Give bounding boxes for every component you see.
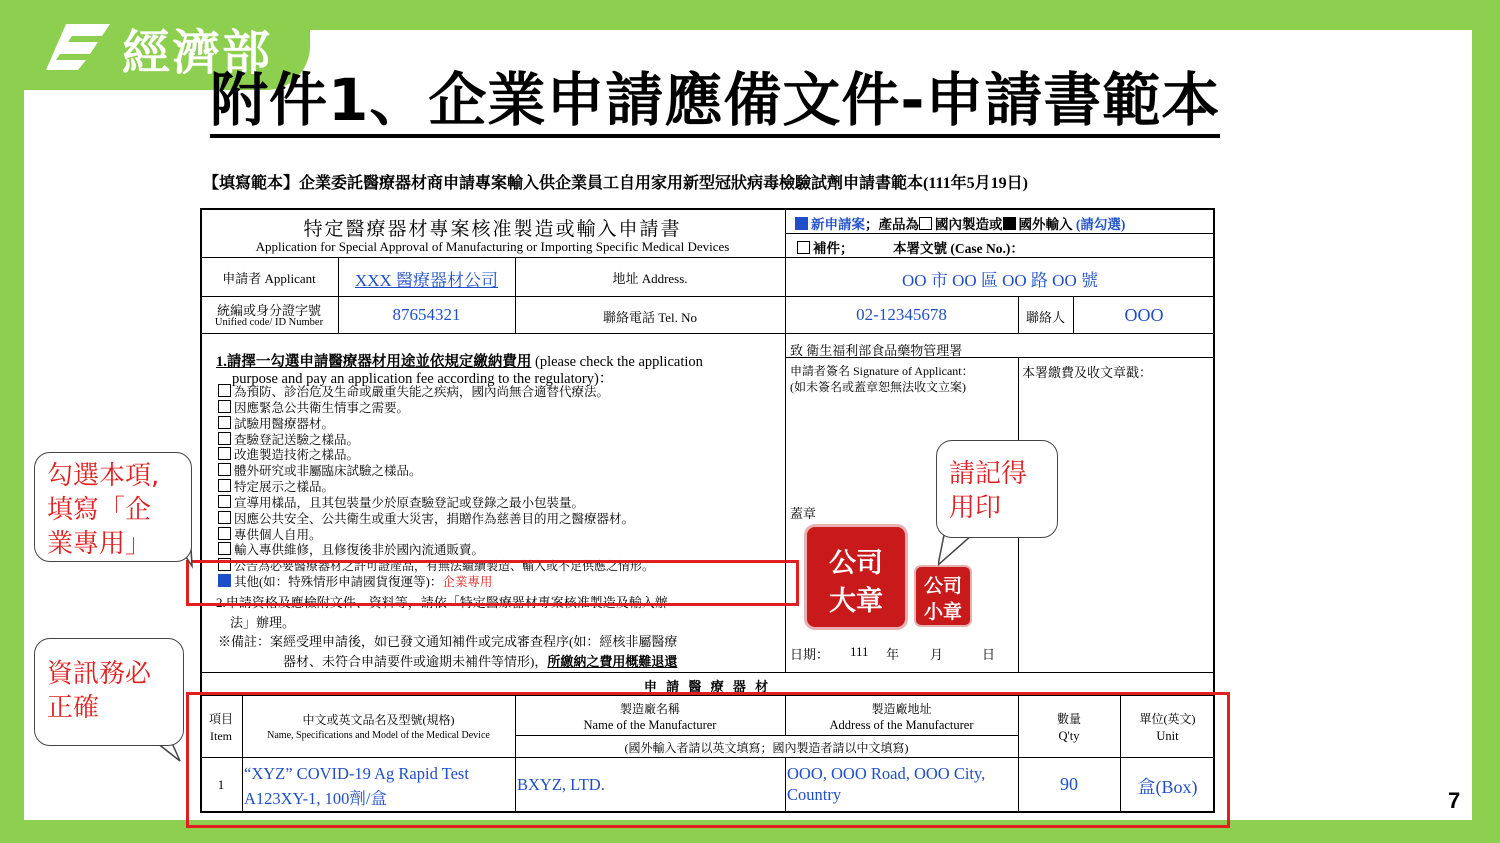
supplement-label: 補件； [813,241,854,256]
case-no-label: 本署文號 (Case No.)： [893,241,1024,256]
domestic-label: 國內製造或 [935,217,1003,232]
mfr-name-header-en: Name of the Manufacturer [583,718,717,732]
date-day-unit: 日 [982,647,996,662]
personal-seal-text: 公司 [923,575,962,597]
note-line1: ※備註：案經受理申請後，如已發文通知補件或完成審查程序(如：經核非屬醫療 [218,634,678,649]
foreign-checkbox[interactable] [1003,217,1016,230]
purpose-checkbox[interactable] [218,463,231,476]
callout-line: 填寫「企 [47,495,152,525]
purpose-option[interactable]: 輸入專供維修，且修復後非於國內流通販賣。 [218,542,484,558]
date-year-unit: 年 [886,647,900,662]
purpose-option[interactable]: 公告為必要醫療器材之許可證產品，有無法繼續製造、輸入或不足供應之情形。 [218,558,654,574]
purpose-option[interactable]: 為預防、診治危及生命或嚴重失能之疾病，國內尚無合適替代療法。 [218,384,609,400]
tel-value[interactable]: 02-12345678 [856,305,947,324]
name-header-en: Name, Specifications and Model of the Medical Device [267,730,490,741]
supplement-row [797,237,854,257]
domestic-checkbox[interactable] [919,217,932,230]
date-label: 日期： [790,647,830,662]
row-name-line2[interactable]: A123XY-1, 100劑/盒 [244,789,387,808]
unit-header-zh: 單位(英文) [1139,712,1196,726]
form-title-en: Application for Special Approval of Manufacturing or Importing Specific Medical Devices [255,239,730,254]
sign-note: (如未簽名或蓋章恕無法收文立案) [790,380,966,394]
devices-section-title: 申 請 醫 療 器 材 [643,679,772,694]
fee-stamp-label: 本署繳費及收文章戳： [1022,365,1153,380]
section2-line2: 法」辦理。 [230,615,296,630]
row-unit[interactable]: 盒(Box) [1137,777,1198,797]
row-name-line1[interactable]: “XYZ” COVID-19 Ag Rapid Test [244,764,469,783]
date-year[interactable]: 111 [850,644,869,659]
contact-label: 聯絡人 [1025,310,1065,325]
purpose-checkbox[interactable] [218,511,231,524]
callout-line: 勾選本項, [47,461,160,491]
device-info-highlight [186,692,1230,828]
purpose-option[interactable]: 試驗用醫療器材。 [218,416,334,432]
to-label: 致 衛生福利部食品藥物管理署 [790,343,963,358]
other-option-highlight [186,560,799,606]
brand-name: 經濟部 [122,25,273,81]
address-label: 地址 Address. [612,271,688,286]
purpose-checkbox[interactable] [218,400,231,413]
company-seal-text: 大章 [829,586,883,617]
note-line2: 器材、未符合申請要件或逾期未補件等情形)，所繳納之費用概難退還 [283,654,678,669]
callout-line: 業專用」 [47,529,152,559]
qty-header-en: Q'ty [1058,729,1080,743]
moea-logo-icon [44,22,114,72]
row-manufacturer[interactable]: BXYZ, LTD. [517,775,605,794]
row-address-line1[interactable]: OOO, OOO Road, OOO City, [787,764,986,783]
row-address-line2[interactable]: Country [787,785,842,804]
callout-other-option [34,452,192,562]
purpose-checkbox[interactable] [218,479,231,492]
seal-label: 蓋章 [790,506,817,521]
supplement-checkbox[interactable] [797,241,810,254]
slide-title: 附件1、企業申請應備文件-申請書範本 [210,66,1220,138]
purpose-checkbox[interactable] [218,447,231,460]
id-label-en: Unified code/ ID Number [214,317,324,328]
application-type-row [795,213,1125,233]
purpose-option[interactable]: 專供個人自用。 [218,527,322,543]
purpose-checkbox[interactable] [218,542,231,555]
row-item[interactable]: 1 [217,777,225,792]
other-option-label: 其他(如：特殊情形申請國貨復運等)： [234,575,443,589]
page-number: 7 [1448,788,1461,813]
mfr-name-header-zh: 製造廠名稱 [619,702,680,716]
other-option-value[interactable]: 企業專用 [442,575,493,589]
callout-tail [938,535,978,569]
sign-label: 申請者簽名 Signature of Applicant： [790,364,974,378]
form-title-zh: 特定醫療器材專案核准製造或輸入申請書 [303,219,682,240]
applicant-value[interactable]: XXX 醫療器材公司 [354,271,499,290]
check-note: (請勾選) [1075,217,1126,232]
mfr-addr-header-zh: 製造廠地址 [871,702,932,716]
foreign-label: 國外輸入 [1018,217,1073,232]
product-label: ；產品為 [865,217,919,232]
purpose-checkbox[interactable] [218,384,231,397]
contact-value[interactable]: OOO [1124,305,1164,325]
callout-seal [936,440,1058,538]
callout-line: 資訊務必 [47,659,152,689]
section2-line1: 2.申請資格及應檢附文件、資料等，請依「特定醫療器材專案核准製造及輸入辦 [216,595,668,610]
id-value[interactable]: 87654321 [392,305,461,324]
callout-info [34,638,184,746]
callout-line: 請記得 [949,459,1028,489]
address-value[interactable]: OO 市 OO 區 OO 路 OO 號 [902,271,1098,290]
unit-header-en: Unit [1156,729,1179,743]
new-application-label: 新申請案 [811,217,865,232]
purpose-option[interactable]: 體外研究或非屬臨床試驗之樣品。 [218,463,422,479]
mfr-note: (國外輸入者請以英文填寫；國內製造者請以中文填寫) [624,741,909,755]
section1-title: 1.請擇一勾選申請醫療器材用途並依規定繳納費用 [216,354,532,370]
qty-header-zh: 數量 [1056,712,1081,726]
mfr-addr-header-en: Address of the Manufacturer [829,718,974,732]
personal-seal-text: 小章 [923,601,962,623]
callout-line: 用印 [949,493,1002,523]
purpose-option[interactable]: 因應緊急公共衛生情事之需要。 [218,400,409,416]
purpose-option[interactable]: 特定展示之樣品。 [218,479,334,495]
note-line2-bold: 所繳納之費用概難退還 [547,654,678,669]
company-seal [807,527,905,627]
purpose-option[interactable]: 宣導用樣品，且其包裝量少於原查驗登記或登錄之最小包裝量。 [218,495,584,511]
purpose-checkbox[interactable] [218,432,231,445]
purpose-option[interactable]: 因應公共安全、公共衛生或重大災害，捐贈作為慈善目的用之醫療器材。 [218,511,634,527]
tel-label: 聯絡電話 Tel. No [602,310,698,325]
section1-en: (please check the application [535,354,703,370]
purpose-checkbox[interactable] [218,527,231,540]
item-header-zh: 項目 [208,712,233,726]
id-label-zh: 統編或身分證字號 [216,303,321,318]
applicant-label: 申請者 Applicant [222,271,316,286]
personal-seal [916,567,970,625]
new-application-checkbox[interactable] [795,217,808,230]
name-header-zh: 中文或英文品名及型號(規格) [302,713,455,727]
row-qty[interactable]: 90 [1060,774,1078,794]
purpose-checkbox[interactable] [218,495,231,508]
purpose-option[interactable]: 查驗登記送驗之樣品。 [218,432,359,448]
company-seal-text: 公司 [829,548,883,579]
section1-line2: purpose and pay an application fee according to the regulatory)： [232,371,614,387]
form-heading: 【填寫範本】企業委託醫療器材商申請專案輸入供企業員工自用家用新型冠狀病毒檢驗試劑申請書範本(111年5月19日) [203,175,1028,192]
purpose-option[interactable]: 改進製造技術之樣品。 [218,447,359,463]
date-month-unit: 月 [930,647,944,662]
callout-line: 正確 [47,693,100,723]
item-header-en: Item [210,729,232,743]
purpose-checkbox[interactable] [218,416,231,429]
